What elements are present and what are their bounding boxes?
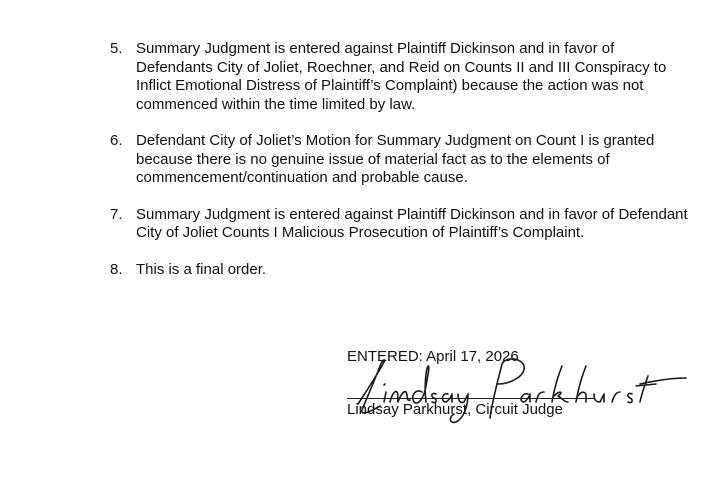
item-number: 6. [110, 132, 123, 149]
order-item-6 [110, 132, 690, 188]
item-number: 8. [110, 260, 123, 278]
item-number: 7. [110, 205, 123, 223]
order-item-5 [110, 40, 690, 114]
judge-name: Lindsay Parkhurst, Circuit Judge [347, 401, 563, 418]
order-list [110, 40, 690, 297]
item-text: This is a final order. [136, 260, 267, 278]
item-text: Summary Judgment is entered against Plaintiff Dickinson and in favor of Defendants City of Joliet, Roechner, and Reid on Counts II and III Conspiracy to Inflict Emotional Distress of Plaintiff’s Complaint) because the action was not commenced within the time limited by law. [136, 40, 667, 113]
order-item-7 [110, 206, 690, 243]
handwritten-signature [340, 352, 690, 427]
item-number: 5. [110, 40, 123, 57]
entered-date: ENTERED: April 17, 2026 [347, 348, 519, 365]
order-item-8 [110, 261, 690, 280]
item-text: Defendant City of Joliet’s Motion for Summary Judgment on Count I is granted because there is no genuine issue of material fact as to the elements of commencement/continuation and probable cause. [136, 132, 655, 186]
item-text: Summary Judgment is entered against Plaintiff Dickinson and in favor of Defendant City of Joliet Counts I Malicious Prosecution of Plaintiff’s Complaint. [136, 205, 688, 241]
